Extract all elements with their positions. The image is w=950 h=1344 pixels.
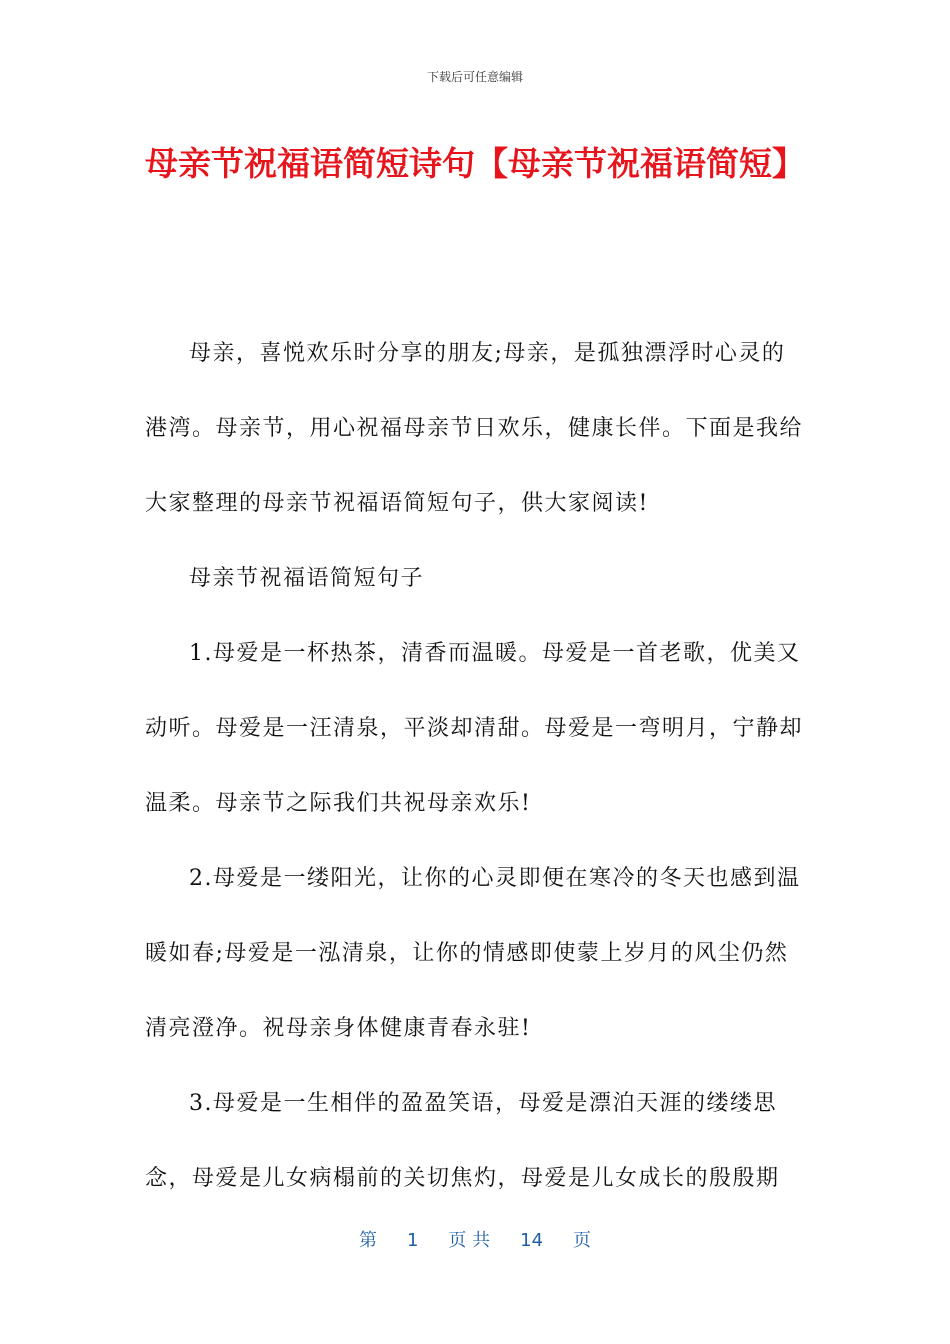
page-footer <box>0 1226 950 1252</box>
footer-current-page: 1 <box>406 1230 419 1251</box>
footer-suffix: 页 <box>573 1230 592 1251</box>
paragraph-item-1: 1.母爱是一杯热茶，清香而温暖。母爱是一首老歌，优美又动听。母爱是一汪清泉，平淡却清甜。母爱是一弯明月，宁静却温柔。母亲节之际我们共祝母亲欢乐! <box>145 641 804 816</box>
header-note: 下载后可任意编辑 <box>426 70 523 84</box>
document-title: 母亲节祝福语简短诗句【母亲节祝福语简短】 <box>145 144 805 183</box>
paragraph-intro: 母亲，喜悦欢乐时分享的朋友;母亲，是孤独漂浮时心灵的港湾。母亲节，用心祝福母亲节日欢乐，健康长伴。下面是我给大家整理的母亲节祝福语简短句子，供大家阅读! <box>145 341 804 516</box>
document-body <box>145 316 805 1216</box>
paragraph-subheading: 母亲节祝福语简短句子 <box>189 566 425 591</box>
paragraph-item-2: 2.母爱是一缕阳光，让你的心灵即便在寒冷的冬天也感到温暖如春;母爱是一泓清泉，让你的情感即使蒙上岁月的风尘仍然清亮澄净。祝母亲身体健康青春永驻! <box>145 866 801 1041</box>
paragraph-item-3: 3.母爱是一生相伴的盈盈笑语，母爱是漂泊天涯的缕缕思念，母爱是儿女病榻前的关切焦灼，母爱是儿女成长的殷殷期 <box>145 1091 780 1191</box>
footer-total-pages: 14 <box>520 1230 544 1251</box>
footer-middle: 页 共 <box>448 1230 491 1251</box>
footer-prefix: 第 <box>358 1230 377 1251</box>
